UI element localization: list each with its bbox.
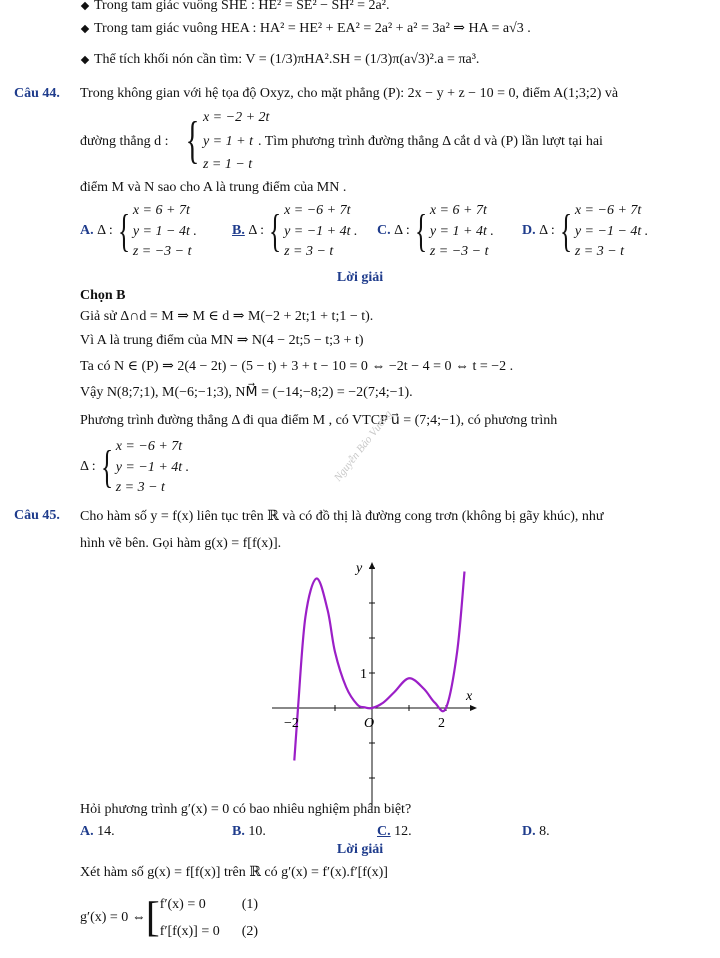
solution-step-1: Giả sử Δ∩d = M ⇒ M ∈ d ⇒ M(−2 + 2t;1 + t;1 − t). bbox=[80, 309, 374, 324]
option-c-45[interactable]: C. 12. bbox=[377, 824, 412, 839]
solution-line-2: Trong tam giác vuông HEA : HA² = HE² + EA² = 2a² + a² = 3a² ⇒ HA = a√3 . bbox=[82, 20, 531, 37]
option-b-45[interactable]: B. 10. bbox=[232, 824, 266, 839]
solution-step-3: Ta có N ∈ (P) ⇒ 2(4 − 2t) − (5 − t) + 3 + t − 10 = 0 ⇔ −2t − 4 = 0 ⇔ t = −2 . bbox=[80, 359, 514, 374]
answer-choice: Chọn B bbox=[80, 288, 126, 303]
x-tick-label-2: 2 bbox=[438, 716, 445, 731]
line-d-system: { x = −2 + 2t y = 1 + t z = 1 − t bbox=[185, 110, 270, 172]
solution-step-2: Vì A là trung điểm của MN ⇒ N(4 − 2t;5 − t;3 + t) bbox=[80, 333, 364, 348]
y-tick-label-1: 1 bbox=[360, 667, 367, 682]
line-d-prefix: đường thẳng d : bbox=[80, 134, 169, 149]
origin-label: O bbox=[364, 716, 375, 731]
question-44-tail: điểm M và N sao cho A là trung điểm của MN . bbox=[80, 180, 347, 195]
solution-title-44: Lời giải bbox=[336, 270, 384, 285]
brace-icon: { bbox=[117, 205, 130, 256]
answer-system: Δ : { x = −6 + 7t y = −1 + 4t . z = 3 − t bbox=[80, 439, 190, 495]
brace-icon: { bbox=[185, 112, 200, 169]
derivative-system: g′(x) = 0 ⇔ [ f′(x) = 0 f′[f(x)] = 0 (1) (2) bbox=[80, 895, 259, 941]
brace-icon: { bbox=[100, 441, 113, 492]
question-45-prompt: Hỏi phương trình g′(x) = 0 có bao nhiêu nghiệm phân biệt? bbox=[80, 802, 412, 817]
option-c[interactable]: C. Δ : { x = 6 + 7t y = 1 + 4t . z = −3 − t bbox=[377, 203, 494, 259]
solution-line-1: Trong tam giác vuông SHE : HE² = SE² − SH² = 2a². bbox=[82, 0, 389, 14]
solution-title-45: Lời giải bbox=[336, 842, 384, 857]
question-44-continuation: . Tìm phương trình đường thẳng Δ cắt d và (P) lần lượt tại hai bbox=[258, 134, 603, 149]
option-a[interactable]: A. Δ : { x = 6 + 7t y = 1 − 4t . z = −3 − t bbox=[80, 203, 197, 259]
curve bbox=[294, 572, 464, 761]
question-45-intro-2: hình vẽ bên. Gọi hàm g(x) = f[f(x)]. bbox=[80, 536, 282, 551]
option-b[interactable]: B. Δ : { x = −6 + 7t y = −1 + 4t . z = 3 − t bbox=[232, 203, 358, 259]
brace-icon: { bbox=[268, 205, 282, 256]
option-a-45[interactable]: A. 14. bbox=[80, 824, 115, 839]
brace-icon: { bbox=[559, 205, 572, 256]
question-44-label: Câu 44. bbox=[14, 86, 60, 101]
solution-step-5: Phương trình đường thẳng Δ đi qua điểm M , có VTCP u⃗ = (7;4;−1), có phương trình bbox=[80, 413, 558, 428]
option-d[interactable]: D. Δ : { x = −6 + 7t y = −1 − 4t . z = 3 − t bbox=[522, 203, 649, 259]
option-d-45[interactable]: D. 8. bbox=[522, 824, 550, 839]
y-axis-label: y bbox=[356, 561, 363, 576]
bracket-icon: [ bbox=[145, 895, 160, 941]
x-tick-label-neg2: −2 bbox=[284, 716, 299, 731]
watermark: Nguyễn Bảo Vương bbox=[331, 408, 395, 484]
solution-step-4: Vậy N(8;7;1), M(−6;−1;3), NM⃗ = (−14;−8;2) = −2(7;4;−1). bbox=[80, 385, 413, 400]
question-45-intro: Cho hàm số y = f(x) liên tục trên ℝ và có đồ thị là đường cong trơn (không bị gãy khúc), như bbox=[80, 509, 604, 524]
x-axis-label: x bbox=[466, 689, 473, 704]
brace-icon: { bbox=[414, 205, 427, 256]
question-45-label: Câu 45. bbox=[14, 508, 60, 523]
question-44-intro: Trong không gian với hệ tọa độ Oxyz, cho mặt phẳng (P): 2x − y + z − 10 = 0, điểm A(1;3;2) và bbox=[80, 86, 619, 101]
solution-45-step-1: Xét hàm số g(x) = f[f(x)] trên ℝ có g′(x) = f′(x).f′[f(x)] bbox=[80, 865, 388, 880]
solution-line-3: Thể tích khối nón cần tìm: V = (1/3)πHA².SH = (1/3)π(a√3)².a = πa³. bbox=[82, 52, 479, 68]
